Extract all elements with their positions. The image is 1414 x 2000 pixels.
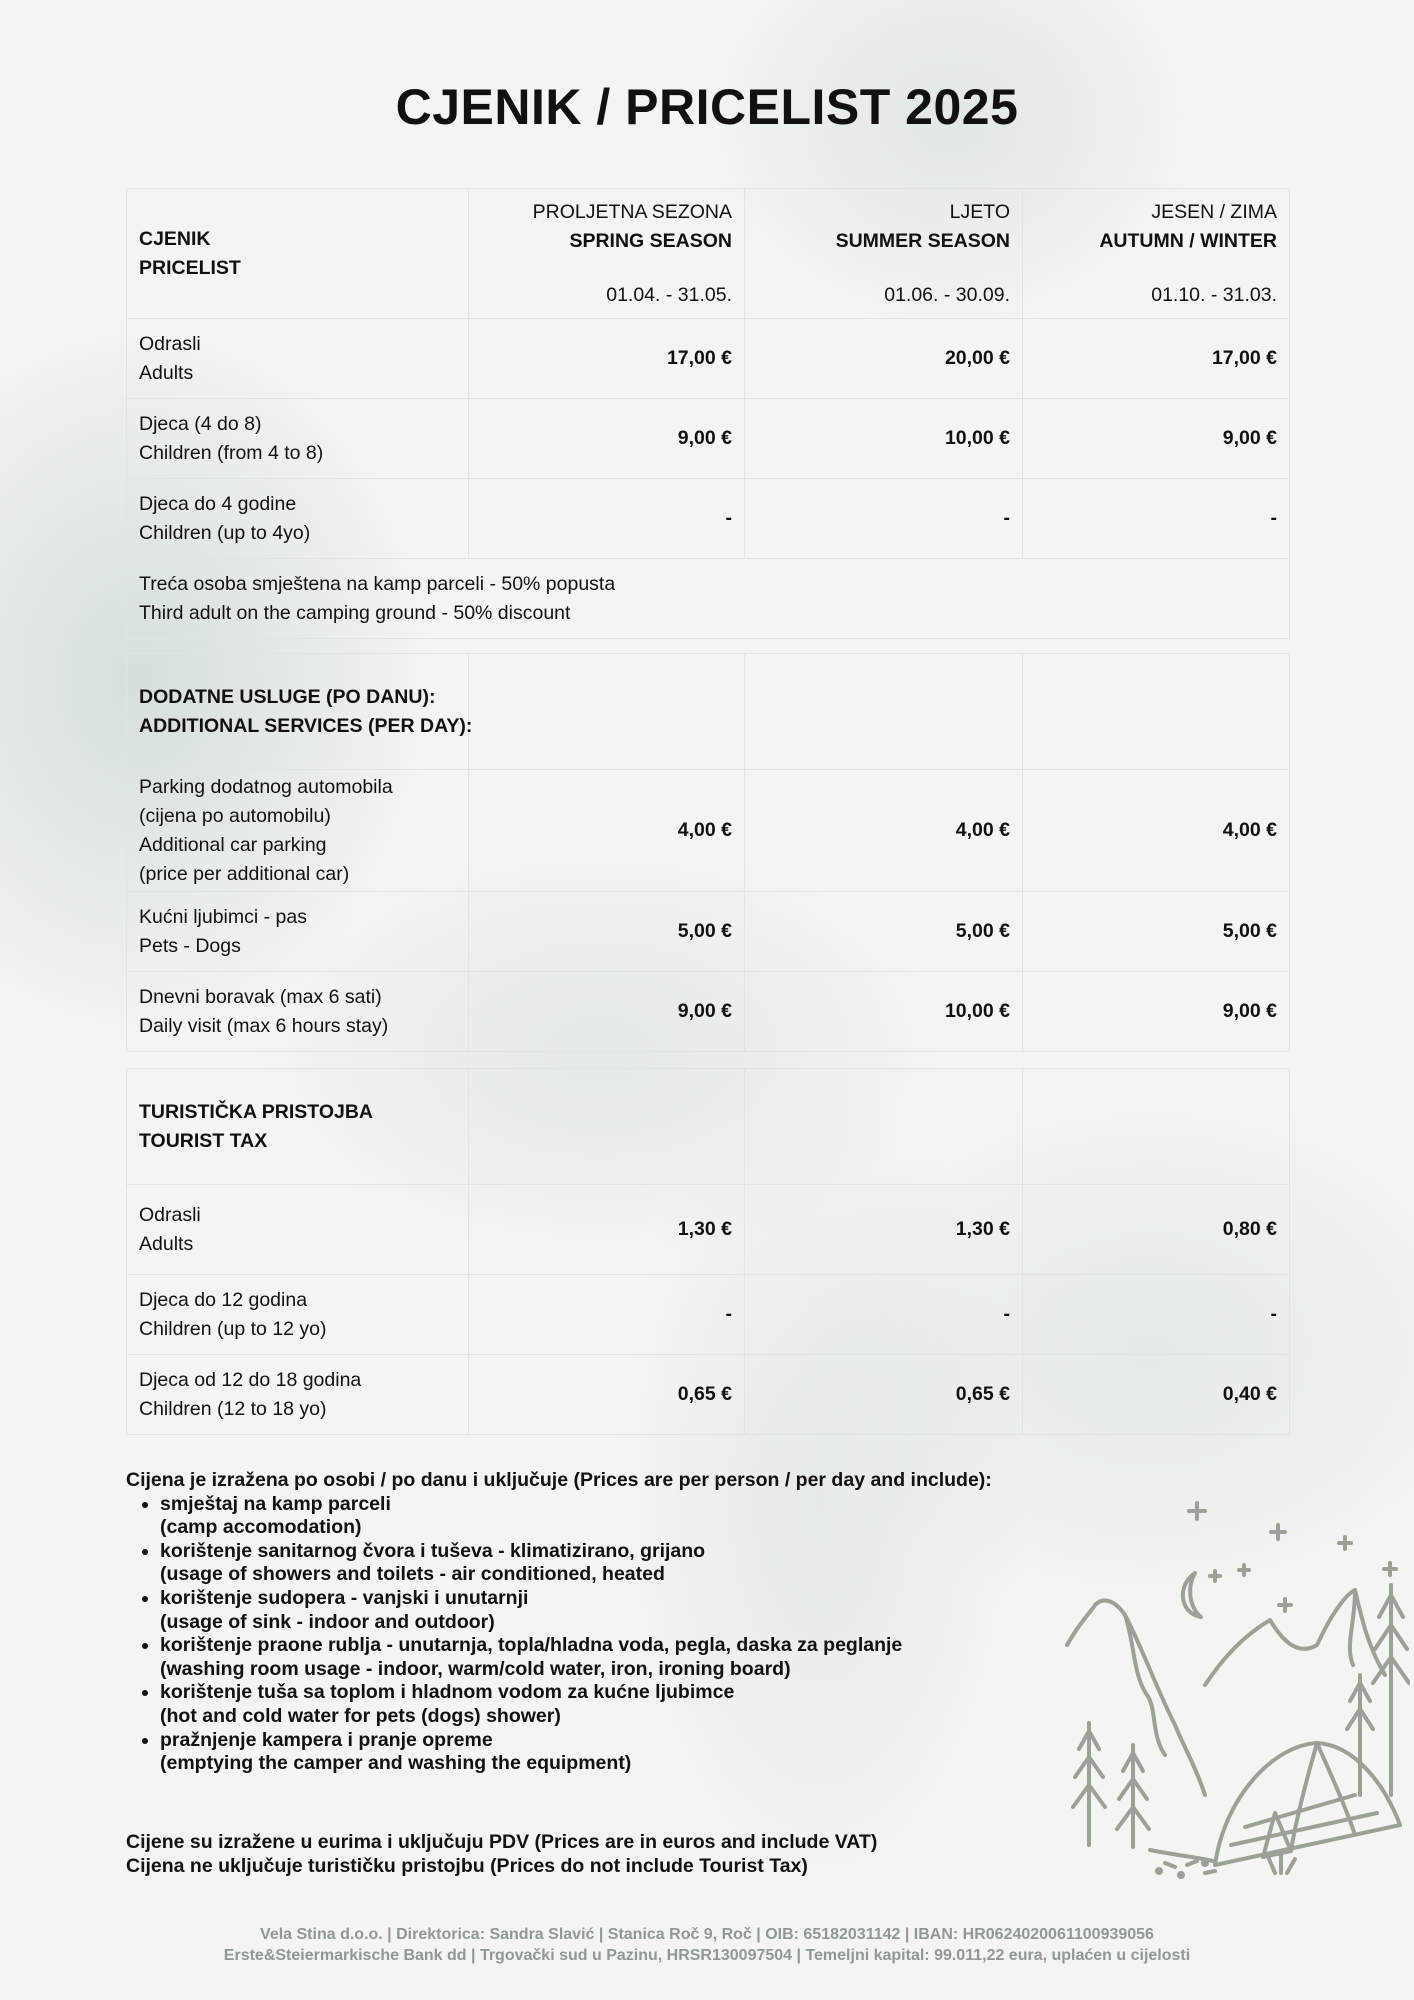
label-hr: Djeca do 4 godine — [139, 492, 297, 515]
label-hr: Djeca do 12 godina — [139, 1288, 308, 1311]
price-cell: - — [745, 1275, 1023, 1355]
empty-cell — [469, 1069, 745, 1185]
section-title-hr: DODATNE USLUGE (PO DANU): — [139, 685, 436, 708]
row-label — [127, 1355, 469, 1435]
vat-note: Cijene su izražene u eurima i uključuju PDV (Prices are in euros and include VAT) — [126, 1831, 878, 1853]
table-row — [127, 319, 1290, 399]
price-cell: 17,00 € — [1023, 319, 1290, 399]
season-name-hr: JESEN / ZIMA — [1151, 200, 1277, 223]
label-line: Pets - Dogs — [139, 934, 241, 957]
vat-notes — [126, 1830, 877, 1878]
price-cell: 17,00 € — [469, 319, 745, 399]
price-cell: - — [469, 1275, 745, 1355]
section-title — [127, 654, 473, 770]
list-item — [160, 1634, 1106, 1681]
price-cell: - — [469, 479, 745, 559]
table-row — [127, 1355, 1290, 1435]
footer-line: Erste&Steiermarkische Bank dd | Trgovački sud u Pazinu, HRSR130097504 | Temeljni kapital: 99.011,22 eura, uplaćen u cijelosti — [223, 1947, 1191, 1964]
item-hr: • pražnjenje kampera i pranje opreme — [160, 1728, 493, 1751]
table-row — [127, 1275, 1290, 1355]
star-icon — [1271, 1525, 1285, 1539]
list-item — [160, 1587, 1106, 1634]
item-hr: • smještaj na kamp parceli — [160, 1492, 391, 1515]
price-cell: 0,40 € — [1023, 1355, 1290, 1435]
row-label — [127, 399, 469, 479]
star-icon — [1239, 1565, 1249, 1575]
label-line: (price per additional car) — [139, 862, 350, 885]
price-cell: 5,00 € — [745, 892, 1023, 972]
moon-icon — [1183, 1573, 1201, 1617]
pine-tree-icon — [1117, 1745, 1149, 1847]
table-row — [127, 972, 1290, 1052]
page-title: CJENIK / PRICELIST 2025 — [395, 79, 1019, 135]
season-name-hr: PROLJETNA SEZONA — [532, 200, 732, 223]
table-row — [127, 1185, 1290, 1275]
price-cell: 1,30 € — [745, 1185, 1023, 1275]
section-title-en: TOURIST TAX — [139, 1129, 268, 1152]
discount-hr: Treća osoba smještena na kamp parceli - 50% popusta — [139, 572, 616, 595]
label-line: Kućni ljubimci - pas — [139, 905, 307, 928]
table-row — [127, 892, 1290, 972]
price-cell: 4,00 € — [1023, 770, 1290, 892]
price-cell: 9,00 € — [469, 972, 745, 1052]
star-icon — [1210, 1571, 1220, 1581]
additional-services-table — [126, 653, 1290, 1052]
tourist-tax-note: Cijena ne uključuje turističku pristojbu (Prices do not include Tourist Tax) — [126, 1855, 808, 1877]
label-en: Adults — [139, 361, 194, 384]
label-hr: Djeca od 12 do 18 godina — [139, 1368, 362, 1391]
price-cell: 5,00 € — [469, 892, 745, 972]
label-en: Children (up to 4yo) — [139, 521, 311, 544]
price-cell: 0,65 € — [469, 1355, 745, 1435]
pine-tree-icon — [1373, 1585, 1409, 1795]
item-en: (washing room usage - indoor, warm/cold water, iron, ironing board) — [160, 1657, 791, 1680]
pricelist-label-cell — [127, 189, 469, 319]
list-item — [160, 1681, 1106, 1728]
season-dates: 01.06. - 30.09. — [884, 283, 1010, 306]
price-cell: 20,00 € — [745, 319, 1023, 399]
star-icon — [1339, 1537, 1351, 1549]
label-line: (cijena po automobilu) — [139, 804, 331, 827]
item-en: (hot and cold water for pets (dogs) shower) — [160, 1704, 561, 1727]
table-row — [127, 770, 1290, 892]
pine-tree-icon — [1073, 1723, 1105, 1845]
camping-tent-mountains-illustration — [1055, 1495, 1410, 1880]
label-line: Parking dodatnog automobila — [139, 775, 393, 798]
price-cell: - — [1023, 1275, 1290, 1355]
price-cell: 4,00 € — [469, 770, 745, 892]
label-hr: Odrasli — [139, 332, 201, 355]
star-icon — [1384, 1563, 1396, 1575]
item-en: (camp accomodation) — [160, 1516, 362, 1539]
price-cell: - — [745, 479, 1023, 559]
pricelist-label-hr: CJENIK — [139, 227, 211, 250]
item-hr: • korištenje sanitarnog čvora i tuševa - klimatizirano, grijano — [160, 1539, 706, 1562]
price-includes-section — [126, 1469, 1106, 1776]
price-cell: - — [1023, 479, 1290, 559]
label-en: Children (12 to 18 yo) — [139, 1397, 327, 1420]
footer-line: Vela Stina d.o.o. | Direktorica: Sandra Slavić | Stanica Roč 9, Roč | OIB: 65182031142 | IBAN: HR0624020061100939056 — [260, 1926, 1154, 1943]
label-hr: Odrasli — [139, 1203, 201, 1226]
item-hr: • korištenje sudopera - vanjski i unutarnji — [160, 1586, 529, 1609]
row-label — [127, 892, 469, 972]
label-en: Adults — [139, 1232, 194, 1255]
row-label — [127, 972, 469, 1052]
price-cell: 0,80 € — [1023, 1185, 1290, 1275]
table-row — [127, 399, 1290, 479]
section-title-en: ADDITIONAL SERVICES (PER DAY): — [139, 714, 473, 737]
season-name-hr: LJETO — [949, 200, 1010, 223]
season-dates: 01.04. - 31.05. — [606, 283, 732, 306]
tent-icon — [1215, 1743, 1400, 1865]
item-hr: • korištenje praone rublja - unutarnja, topla/hladna voda, pegla, daska za peglanje — [160, 1634, 903, 1657]
discount-note-row — [127, 559, 1290, 639]
list-item — [160, 1729, 1106, 1776]
label-line: Dnevni boravak (max 6 sati) — [139, 985, 382, 1008]
price-cell: 5,00 € — [1023, 892, 1290, 972]
star-icon — [1189, 1503, 1205, 1519]
season-name-en: AUTUMN / WINTER — [1099, 229, 1277, 252]
includes-intro: Cijena je izražena po osobi / po danu i uključuje (Prices are per person / per day and include): — [126, 1469, 992, 1491]
company-footer — [0, 1924, 1414, 1966]
table-row — [127, 479, 1290, 559]
empty-cell — [1023, 654, 1290, 770]
row-label — [127, 770, 469, 892]
empty-cell — [745, 654, 1023, 770]
season-header-row — [127, 189, 1290, 319]
star-icon — [1279, 1599, 1291, 1611]
season-summer-header — [745, 189, 1023, 319]
label-en: Children (up to 12 yo) — [139, 1317, 327, 1340]
season-spring-header — [469, 189, 745, 319]
price-cell: 4,00 € — [745, 770, 1023, 892]
price-cell: 10,00 € — [745, 399, 1023, 479]
price-cell: 0,65 € — [745, 1355, 1023, 1435]
season-autumn-winter-header — [1023, 189, 1290, 319]
season-dates: 01.10. - 31.03. — [1151, 283, 1277, 306]
section-title — [127, 1069, 469, 1185]
price-cell: 9,00 € — [469, 399, 745, 479]
price-cell: 1,30 € — [469, 1185, 745, 1275]
price-cell: 10,00 € — [745, 972, 1023, 1052]
section-title-hr: TURISTIČKA PRISTOJBA — [139, 1100, 374, 1123]
empty-cell — [469, 654, 745, 770]
price-cell: 9,00 € — [1023, 972, 1290, 1052]
tourist-tax-table — [126, 1068, 1290, 1435]
includes-list — [126, 1493, 1106, 1776]
main-price-table — [126, 188, 1290, 639]
empty-cell — [1023, 1069, 1290, 1185]
list-item — [160, 1493, 1106, 1540]
label-line: Additional car parking — [139, 833, 327, 856]
price-cell: 9,00 € — [1023, 399, 1290, 479]
grass-icon — [1269, 1855, 1295, 1873]
empty-cell — [745, 1069, 1023, 1185]
pricelist-label-en: PRICELIST — [139, 256, 241, 279]
item-en: (usage of showers and toilets - air conditioned, heated — [160, 1563, 665, 1586]
row-label — [127, 1185, 469, 1275]
label-en: Children (from 4 to 8) — [139, 441, 324, 464]
pine-tree-icon — [1347, 1675, 1373, 1795]
label-line: Daily visit (max 6 hours stay) — [139, 1014, 389, 1037]
list-item — [160, 1540, 1106, 1587]
third-person-discount — [127, 559, 1290, 639]
item-en: (emptying the camper and washing the equipment) — [160, 1752, 632, 1775]
item-en: (usage of sink - indoor and outdoor) — [160, 1610, 495, 1633]
season-name-en: SUMMER SEASON — [835, 229, 1010, 252]
section-header-row — [127, 654, 1290, 770]
row-label — [127, 479, 469, 559]
label-hr: Djeca (4 do 8) — [139, 412, 262, 435]
row-label — [127, 1275, 469, 1355]
season-name-en: SPRING SEASON — [569, 229, 732, 252]
discount-en: Third adult on the camping ground - 50% discount — [139, 601, 571, 624]
row-label — [127, 319, 469, 399]
section-header-row — [127, 1069, 1290, 1185]
item-hr: • korištenje tuša sa toplom i hladnom vodom za kućne ljubimce — [160, 1681, 735, 1704]
